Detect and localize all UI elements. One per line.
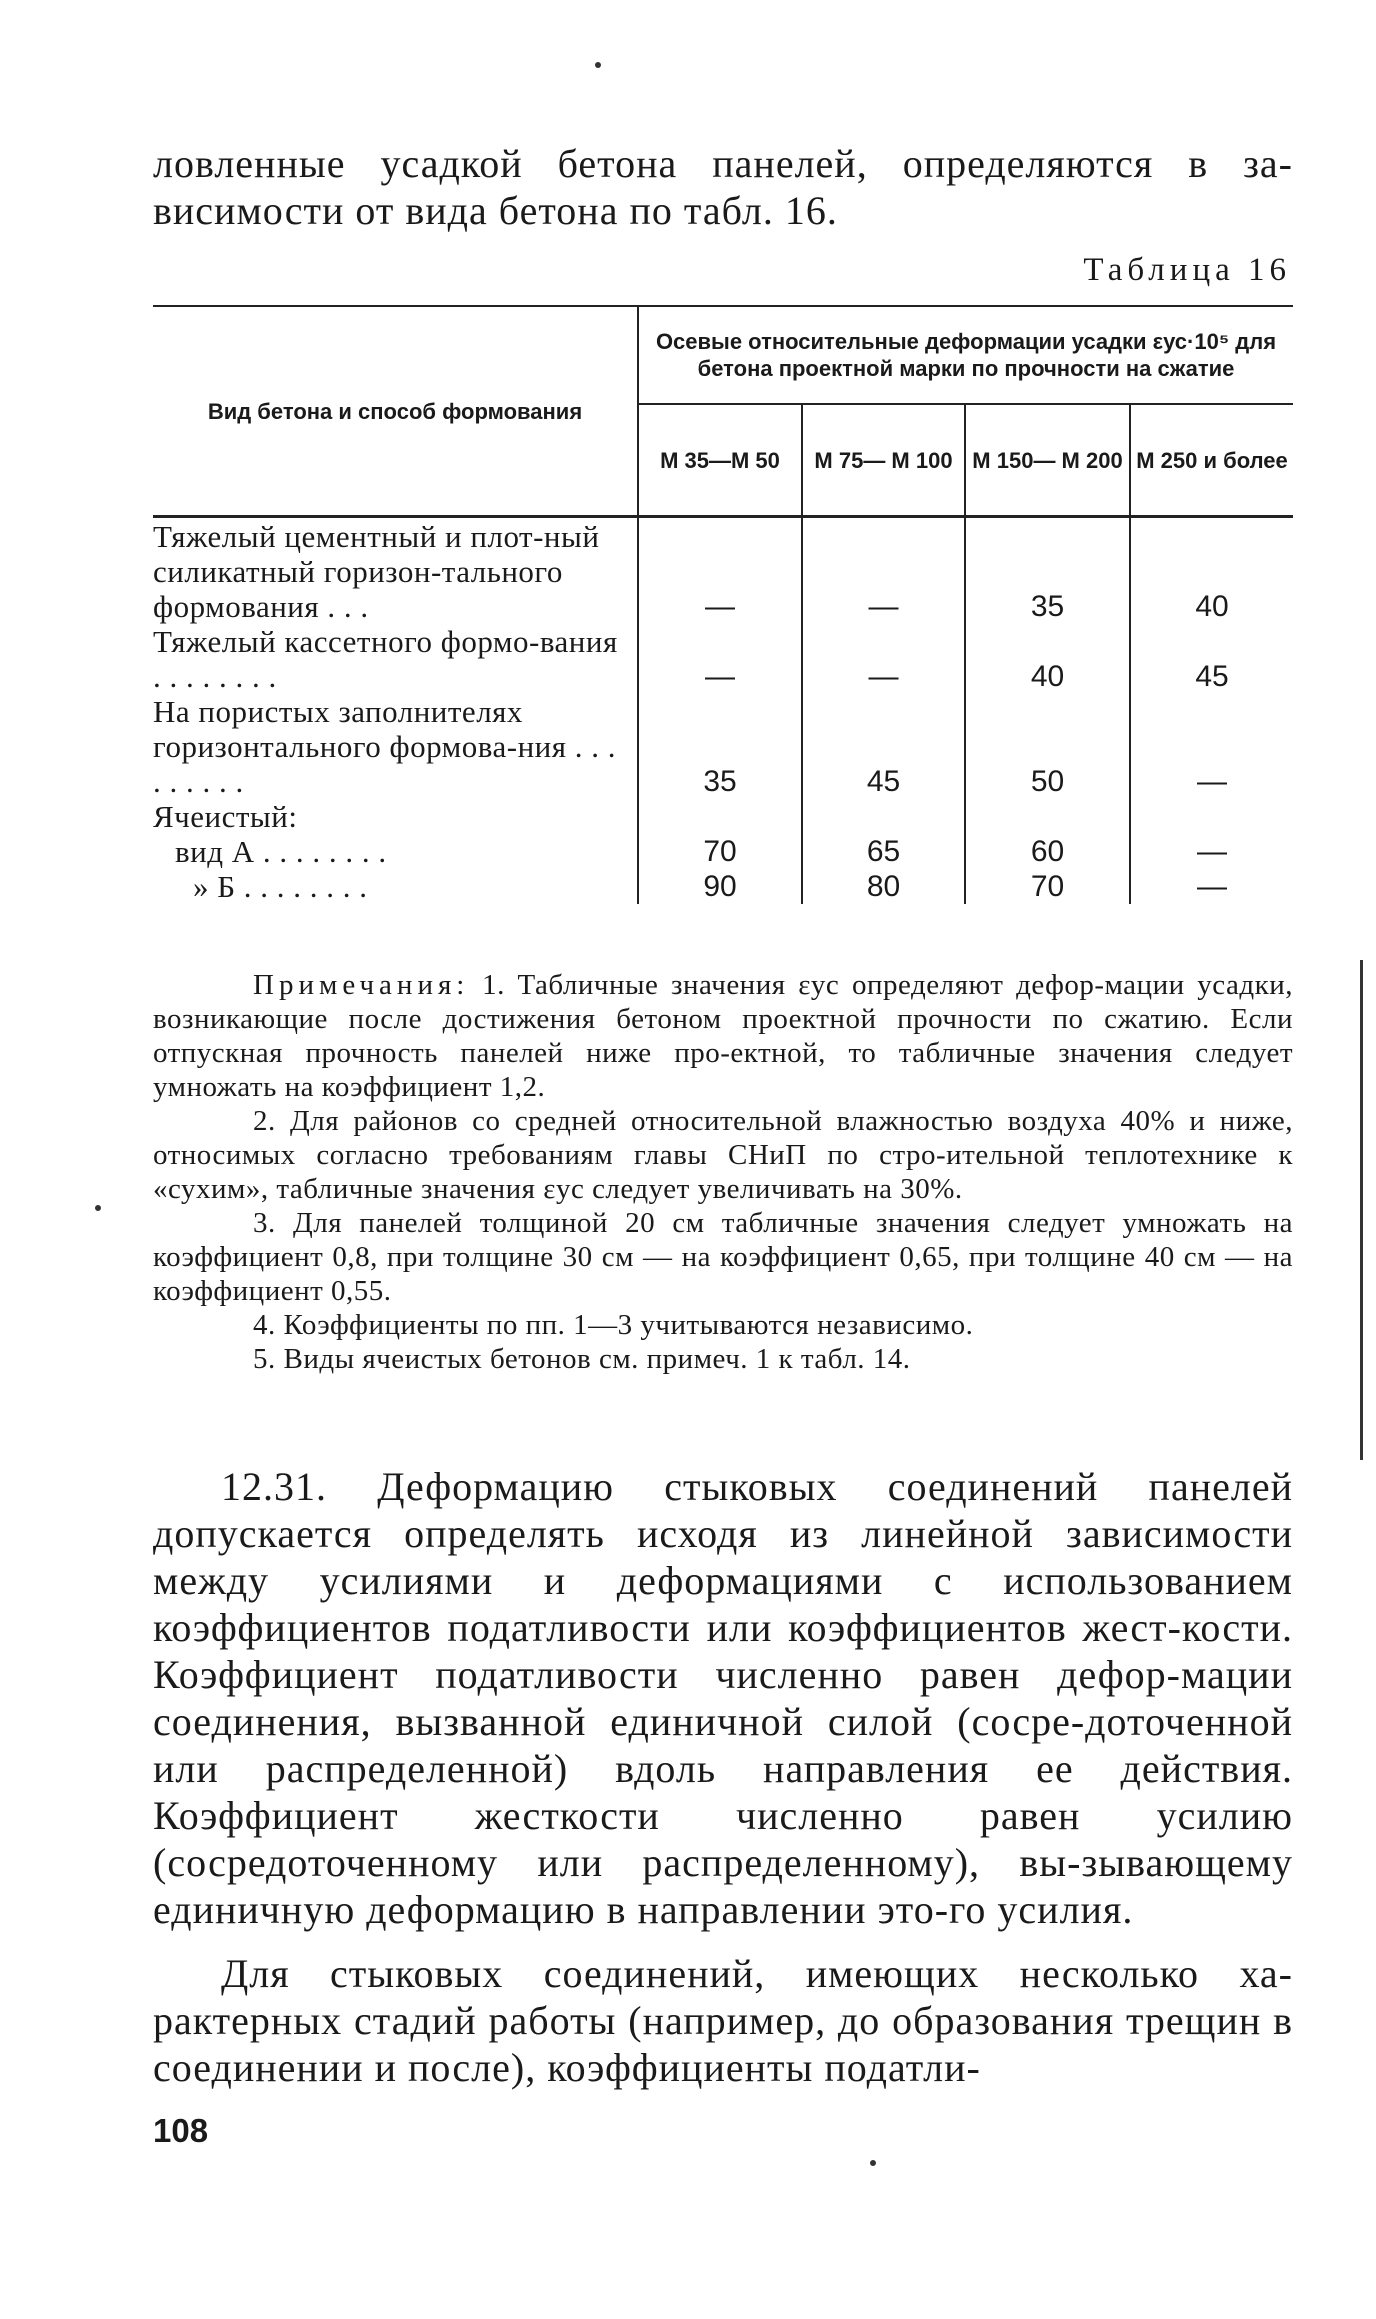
row-label: На пористых заполнителях горизонтального формова-ния . . . . . . . . . [153,694,617,799]
col-header-concrete-type: Вид бетона и способ формования [153,306,638,517]
table-cell: 70 [638,834,802,869]
row-label: Тяжелый цементный и плот-ный силикатный горизон-тального формования . . . [153,519,600,624]
note-5: 5. Виды ячеистых бетонов см. примеч. 1 к табл. 14. [253,1343,911,1375]
note-1: 1. Табличные значения εус определяют дефор-мации усадки, возникающие после достижения бетоном проектной прочности по сжатию. Если отпускная прочность панелей ниже про-ектной, то табличные значения следует умножать на коэффициент 1,2. [153,969,1294,1103]
notes-label: Примечания: [253,969,470,1001]
table-row [153,799,1293,834]
table-cell: 35 [638,694,802,799]
table-cell [1130,799,1293,834]
table-notes [153,968,1293,1376]
row-label: » Б . . . . . . . . [193,869,368,904]
row-label: вид А . . . . . . . . [175,834,387,869]
print-speck [95,1205,101,1211]
table-cell: — [638,519,802,624]
table-cell: 35 [965,519,1130,624]
page-number: 108 [153,2112,209,2149]
table-row [153,519,1293,624]
table-cell: 50 [965,694,1130,799]
print-speck [595,62,601,68]
table-cell [965,799,1130,834]
table-row [153,694,1293,799]
note-4: 4. Коэффициенты по пп. 1—3 учитываются независимо. [253,1309,974,1341]
note-2: 2. Для районов со средней относительной влажностью воздуха 40% и ниже, относимых согласно требованиям главы СНиП по стро-ительной теплотехнике к «сухим», табличные значения εус следует увеличивать на 30%. [153,1105,1293,1205]
table-cell: 60 [965,834,1130,869]
table-cell [802,799,965,834]
table-cell: 65 [802,834,965,869]
table-cell: 90 [638,869,802,904]
table-cell: 80 [802,869,965,904]
table-cell [638,799,802,834]
table-row [153,624,1293,694]
paragraph-continuation: Для стыковых соединений, имеющих несколько ха-рактерных стадий работы (например, до образования трещин в соединении и после), коэффициенты податли- [153,1951,1293,2090]
row-label: Тяжелый кассетного формо-вания . . . . . . . . [153,624,618,694]
table-cell: 40 [965,624,1130,694]
margin-mark [1360,960,1363,1460]
col-group-header: Осевые относительные деформации усадки εус·10⁵ для бетона проектной марки по прочности на сжатие [638,306,1293,404]
col-header-m250-plus: М 250 и более [1130,404,1293,517]
table-cell: — [638,624,802,694]
table-cell: 45 [802,694,965,799]
table-cell: 70 [965,869,1130,904]
note-3: 3. Для панелей толщиной 20 см табличные значения следует умножать на коэффициент 0,8, при толщине 30 см — на коэффициент 0,65, при толщине 40 см — на коэффициент 0,55. [153,1207,1293,1307]
table-cell: — [802,519,965,624]
paragraph-12-31: 12.31. Деформацию стыковых соединений панелей допускается определять исходя из линейной зависимости между усилиями и деформациями с использованием коэффициентов податливости или коэффициентов жест-кости. Коэффициент податливости численно равен дефор-мации соединения, вызванной единичной силой (сосре-доточенной или распределенной) вдоль направления ее действия. Коэффициент жесткости численно равен усилию (сосредоточенному или распределенному), вы-зывающему единичную деформацию в направлении это-го усилия. [153,1464,1293,1932]
table-caption: Таблица 16 [1083,252,1291,288]
intro-paragraph: ловленные усадкой бетона панелей, определяются в за-висимости от вида бетона по табл. 16. [153,141,1293,233]
col-header-m150-m200: М 150— М 200 [965,404,1130,517]
row-label: Ячеистый: [153,799,298,834]
table-row [153,834,1293,869]
shrinkage-table [153,305,1293,904]
col-header-m75-m100: М 75— М 100 [802,404,965,517]
table-cell: — [1130,694,1293,799]
table-cell: 40 [1130,519,1293,624]
table-row [153,869,1293,904]
table-cell: — [802,624,965,694]
table-cell: 45 [1130,624,1293,694]
table-cell: — [1130,834,1293,869]
print-speck [870,2160,876,2166]
col-header-m35-m50: М 35—М 50 [638,404,802,517]
table-cell: — [1130,869,1293,904]
